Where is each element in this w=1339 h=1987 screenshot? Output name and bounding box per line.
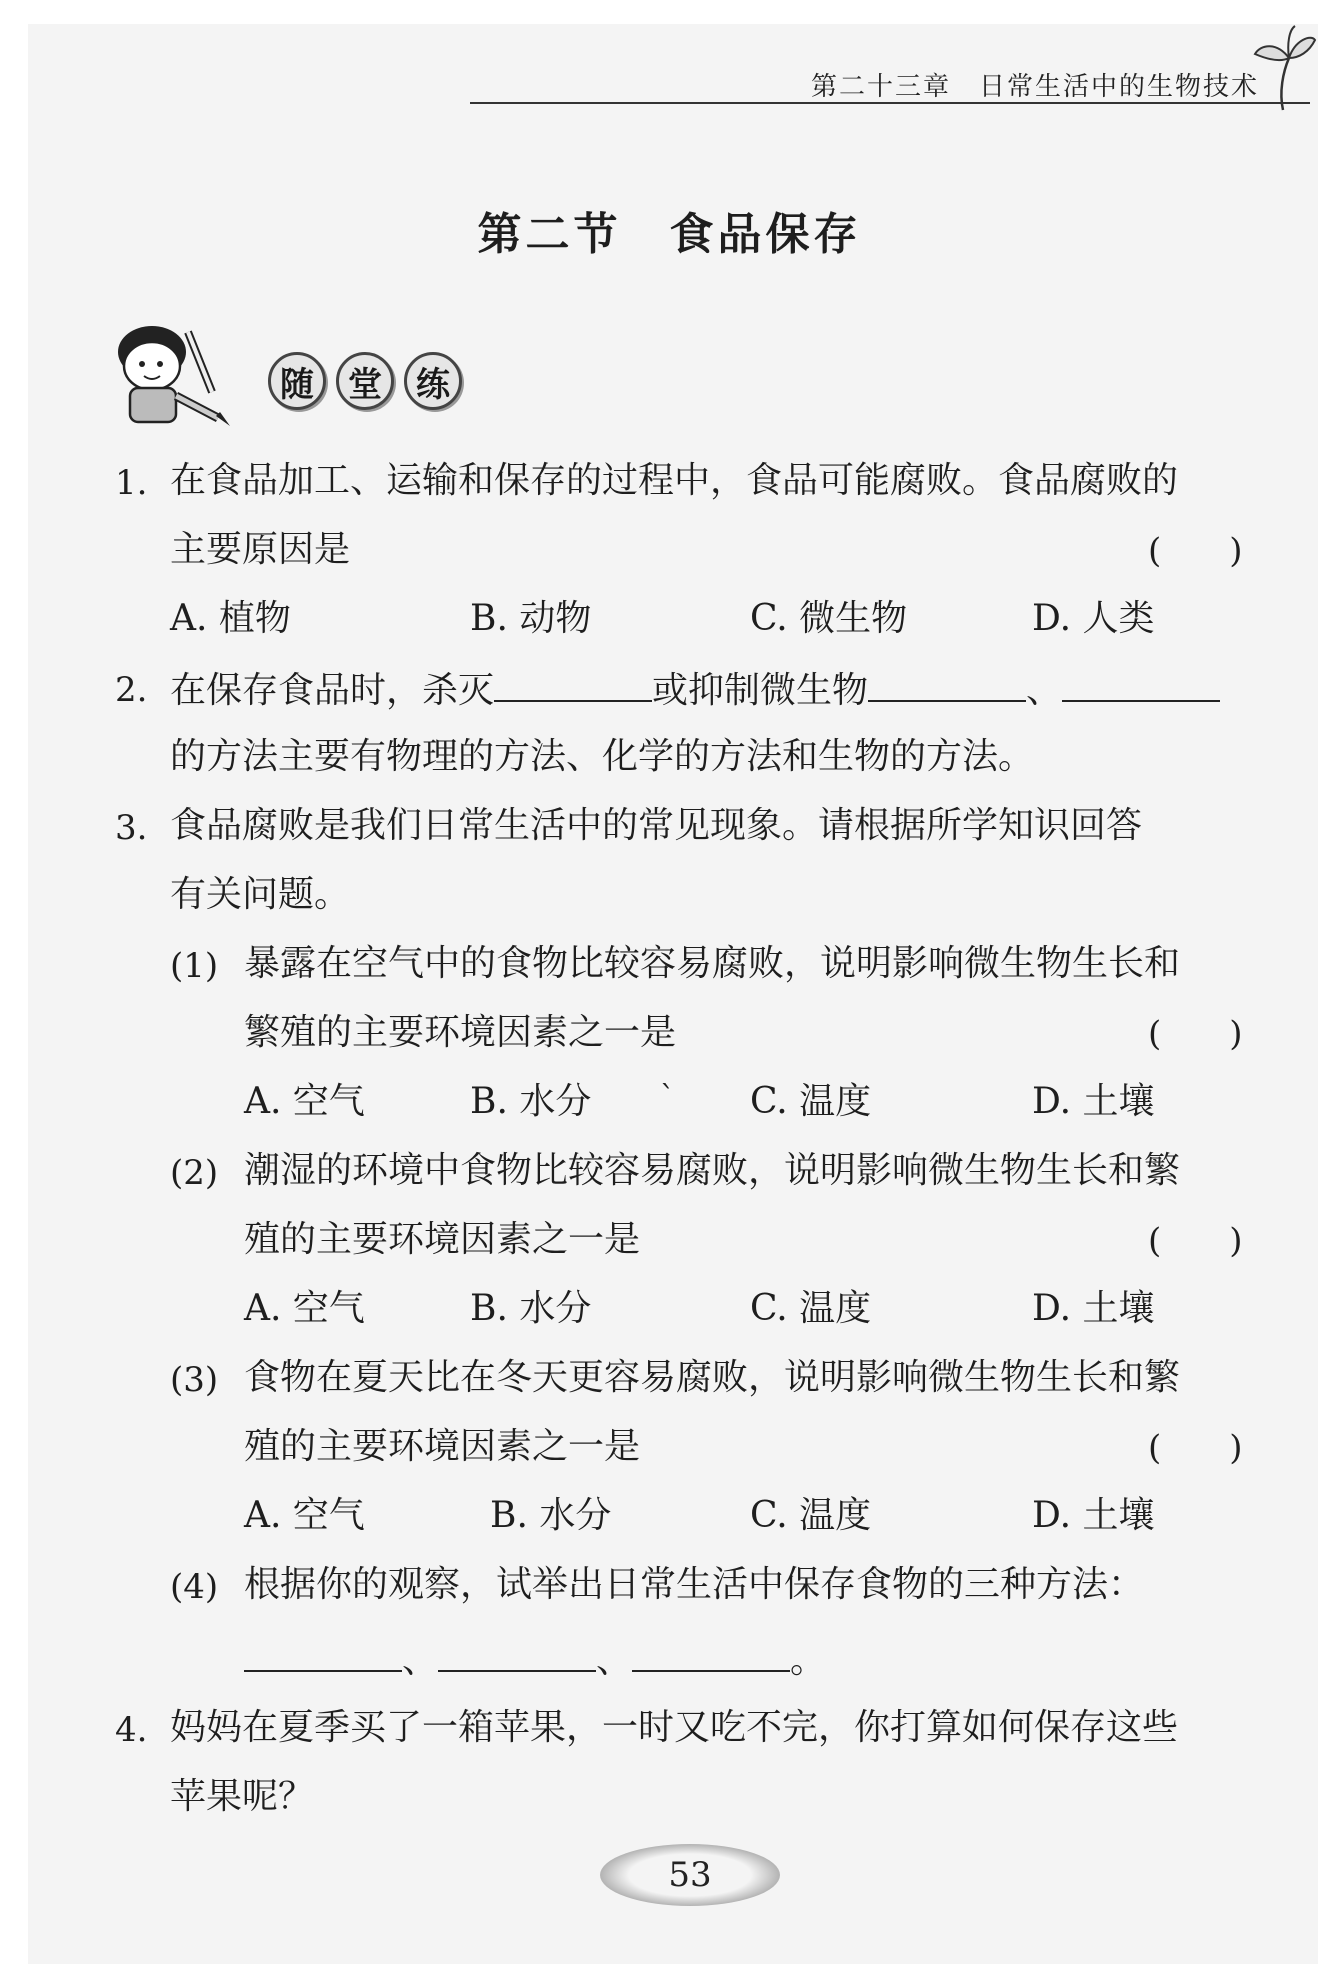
question-text: 妈妈在夏季买了一箱苹果，一时又吃不完，你打算如何保存这些	[170, 1707, 1179, 1748]
option-a[interactable]: A. 植物	[170, 598, 291, 639]
badge-char: 堂	[336, 352, 394, 410]
pencil-mark: ˋ	[660, 1080, 675, 1115]
answer-paren[interactable]: ( )	[1148, 1428, 1243, 1468]
option-b[interactable]: B. 水分	[490, 1495, 612, 1536]
chapter-header: 第二十三章 日常生活中的生物技术	[810, 72, 1259, 102]
subquestion-text: 殖的主要环境因素之一是	[244, 1219, 641, 1260]
question-text: 苹果呢？	[170, 1776, 315, 1817]
subquestion-text: 食物在夏天比在冬天更容易腐败，说明影响微生物生长和繁	[244, 1357, 1181, 1398]
option-c[interactable]: C. 温度	[750, 1081, 872, 1122]
option-c[interactable]: C. 温度	[750, 1288, 872, 1329]
page-number-text: 53	[668, 1855, 712, 1895]
question-text: 的方法主要有物理的方法、化学的方法和生物的方法。	[170, 736, 1035, 777]
subquestion-text: 暴露在空气中的食物比较容易腐败，说明影响微生物生长和	[244, 943, 1181, 984]
fill-blank[interactable]	[632, 1640, 790, 1672]
question-number: 1.	[115, 463, 148, 503]
subquestion-number: (2)	[170, 1153, 219, 1193]
question-text: 在食品加工、运输和保存的过程中，食品可能腐败。食品腐败的	[170, 460, 1179, 501]
practice-badges	[268, 352, 462, 410]
option-b[interactable]: B. 水分	[470, 1288, 592, 1329]
option-d[interactable]: D. 人类	[1032, 598, 1155, 639]
answer-paren[interactable]: ( )	[1148, 531, 1243, 571]
option-a[interactable]: A. 空气	[244, 1081, 365, 1122]
subquestion-number: (3)	[170, 1360, 219, 1400]
option-b[interactable]: B. 水分	[470, 1081, 592, 1122]
fill-blank[interactable]	[438, 1640, 596, 1672]
question-number: 4.	[115, 1710, 148, 1750]
leaf-icon	[1249, 22, 1319, 112]
question-text: 食品腐败是我们日常生活中的常见现象。请根据所学知识回答	[170, 805, 1143, 846]
section-title: 第二节 食品保存	[477, 209, 862, 260]
subquestion-number: (1)	[170, 946, 219, 986]
subquestion-text: 潮湿的环境中食物比较容易腐败，说明影响微生物生长和繁	[244, 1150, 1181, 1191]
period: 。	[790, 1640, 827, 1681]
option-a[interactable]: A. 空气	[244, 1288, 365, 1329]
separator: 、	[596, 1640, 633, 1681]
header-rule	[470, 102, 1310, 104]
badge-char: 练	[404, 352, 462, 410]
option-a[interactable]: A. 空气	[244, 1495, 365, 1536]
question-text-part: 、	[1026, 670, 1063, 711]
separator: 、	[402, 1640, 439, 1681]
option-b[interactable]: B. 动物	[470, 598, 592, 639]
fill-blank[interactable]	[868, 670, 1026, 702]
subquestion-number: (4)	[170, 1567, 219, 1607]
fill-blank[interactable]	[1062, 670, 1220, 702]
subquestion-text: 殖的主要环境因素之一是	[244, 1426, 641, 1467]
option-d[interactable]: D. 土壤	[1032, 1081, 1155, 1122]
question-text	[170, 670, 1220, 709]
answer-paren[interactable]: ( )	[1148, 1014, 1243, 1054]
subquestion-text: 繁殖的主要环境因素之一是	[244, 1012, 677, 1053]
question-text: 有关问题。	[170, 874, 351, 915]
answer-paren[interactable]: ( )	[1148, 1221, 1243, 1261]
fill-blank[interactable]	[494, 670, 652, 702]
badge-char: 随	[268, 352, 326, 410]
question-text-part: 在保存食品时，杀灭	[170, 670, 495, 711]
option-c[interactable]: C. 微生物	[750, 598, 908, 639]
option-d[interactable]: D. 土壤	[1032, 1288, 1155, 1329]
question-number: 3.	[115, 808, 148, 848]
subquestion-text: 根据你的观察，试举出日常生活中保存食物的三种方法：	[244, 1564, 1145, 1605]
question-number: 2.	[115, 670, 148, 710]
answer-blanks	[244, 1640, 826, 1679]
question-text-part: 或抑制微生物	[652, 670, 869, 711]
student-mascot-icon	[112, 322, 242, 432]
fill-blank[interactable]	[244, 1640, 402, 1672]
option-c[interactable]: C. 温度	[750, 1495, 872, 1536]
question-text: 主要原因是	[170, 529, 351, 570]
page-number	[600, 1844, 780, 1906]
option-d[interactable]: D. 土壤	[1032, 1495, 1155, 1536]
